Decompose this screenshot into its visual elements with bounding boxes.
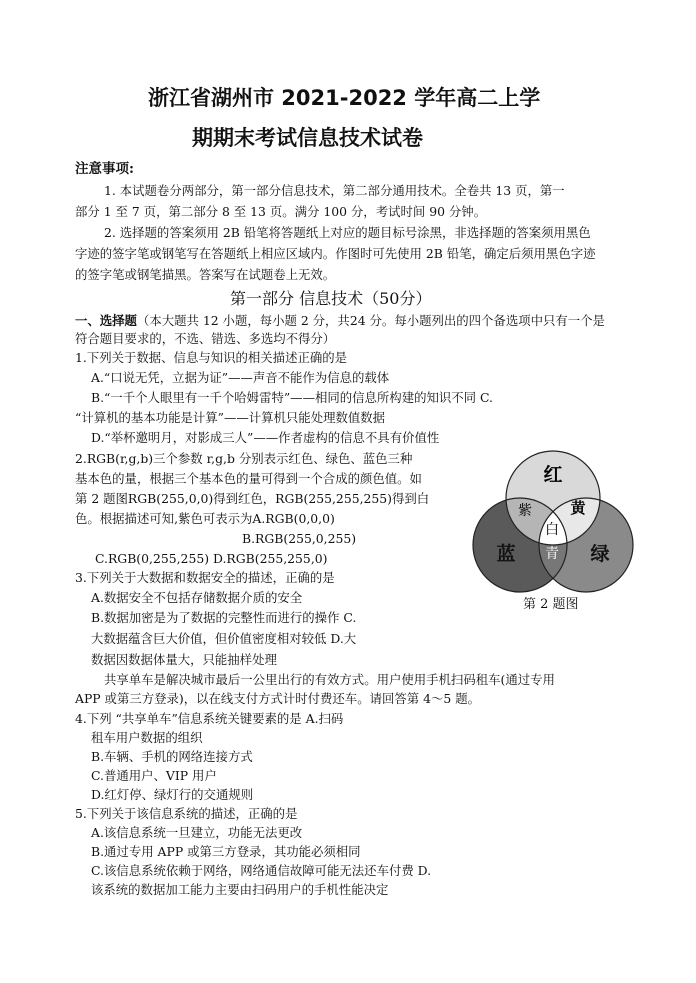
green-label: 绿 bbox=[590, 543, 610, 565]
rgb-venn-diagram bbox=[470, 446, 636, 596]
notice-heading: 注意事项: bbox=[75, 161, 134, 177]
section1-desc-line-2: 符合题目要求的，不选、错选、多选均不得分） bbox=[75, 331, 336, 346]
question-3-line: 数据因数据体量大，只能抽样处理 bbox=[91, 652, 277, 667]
part1-heading: 第一部分 信息技术（50分） bbox=[230, 289, 432, 308]
notice-line: 的签字笔或钢笔描黑。答案写在试题卷上无效。 bbox=[75, 267, 336, 282]
question-2-line: 第 2 题图RGB(255,0,0)得到红色，RGB(255,255,255)得到白 bbox=[75, 491, 430, 506]
notice-line: 2. 选择题的答案须用 2B 铅笔将答题纸上对应的题目标号涂黑，非选择题的答案须用黑色 bbox=[104, 225, 591, 240]
figure-caption: 第 2 题图 bbox=[523, 597, 579, 612]
notice-line: 部分 1 至 7 页，第二部分 8 至 13 页。满分 100 分，考试时间 90 分钟。 bbox=[75, 204, 487, 219]
cyan-label: 青 bbox=[545, 546, 559, 562]
notice-line: 字迹的签字笔或钢笔写在答题纸上相应区域内。作图时可先使用 2B 铅笔，确定后须用黑色字迹 bbox=[75, 246, 596, 261]
question-1-option: A.“口说无凭，立据为证”——声音不能作为信息的载体 bbox=[91, 370, 390, 385]
yellow-label: 黄 bbox=[570, 499, 586, 517]
question-5-line: C.该信息系统依赖于网络，网络通信故障可能无法还车付费 D. bbox=[91, 863, 432, 878]
question-2-line: 2.RGB(r,g,b)三个参数 r,g,b 分别表示红色、绿色、蓝色三种 bbox=[75, 451, 413, 466]
question-1-stem: 1.下列关于数据、信息与知识的相关描述正确的是 bbox=[75, 350, 348, 365]
white-label: 白 bbox=[545, 522, 559, 538]
purple-label: 紫 bbox=[518, 503, 532, 519]
question-2-line: 基本色的量，根据三个基本色的量可得到一个合成的颜色值。如 bbox=[75, 471, 422, 486]
red-label: 红 bbox=[543, 464, 563, 486]
question-4-line: B.车辆、手机的网络连接方式 bbox=[91, 749, 253, 764]
question-2-line: 色。根据描述可知,紫色可表示为A.RGB(0,0,0) bbox=[75, 511, 335, 526]
question-2-option-b: B.RGB(255,0,255) bbox=[242, 531, 357, 546]
notice-line: 1. 本试题卷分两部分，第一部分信息技术，第二部分通用技术。全卷共 13 页，第一 bbox=[104, 183, 565, 198]
question-5-line: 该系统的数据加工能力主要由扫码用户的手机性能决定 bbox=[91, 882, 389, 897]
passage-line-2: APP 或第三方登录)，以在线支付方式计时付费还车。请回答第 4～5 题。 bbox=[75, 691, 480, 706]
question-5-line: A.该信息系统一旦建立，功能无法更改 bbox=[91, 825, 303, 840]
question-1-option: D.“举杯邀明月，对影成三人”——作者虚构的信息不具有价值性 bbox=[91, 430, 440, 445]
question-4-line: C.普通用户、VIP 用户 bbox=[91, 768, 217, 783]
section1-desc: （本大题共 12 小题，每小题 2 分，共24 分。每小题列出的四个备选项中只有一个是 bbox=[136, 313, 605, 328]
section1-label: 一、选择题 bbox=[75, 313, 137, 328]
question-4-line: D.红灯停、绿灯行的交通规则 bbox=[91, 787, 254, 802]
title-line-1: 浙江省湖州市 2021-2022 学年高二上学 bbox=[148, 86, 541, 110]
section1-intro bbox=[75, 312, 605, 330]
question-5-stem: 5.下列关于该信息系统的描述，正确的是 bbox=[75, 806, 298, 821]
question-3-line: A.数据安全不包括存储数据介质的安全 bbox=[91, 590, 303, 605]
question-1-option: B.“一千个人眼里有一千个哈姆雷特”——相同的信息所构建的知识不同 C. bbox=[91, 390, 493, 405]
question-1-option: “计算机的基本功能是计算”——计算机只能处理数值数据 bbox=[75, 410, 386, 425]
question-4-stem: 4.下列 “共享单车”信息系统关键要素的是 A.扫码 bbox=[75, 711, 344, 726]
question-2-options-cd: C.RGB(0,255,255) D.RGB(255,255,0) bbox=[95, 551, 328, 566]
title-line-2: 期期末考试信息技术试卷 bbox=[192, 126, 423, 150]
passage-line-1: 共享单车是解决城市最后一公里出行的有效方式。用户使用手机扫码租车(通过专用 bbox=[104, 672, 555, 687]
question-5-line: B.通过专用 APP 或第三方登录，其功能必须相同 bbox=[91, 844, 361, 859]
question-4-line: 租车用户数据的组织 bbox=[91, 730, 203, 745]
question-3-stem: 3.下列关于大数据和数据安全的描述，正确的是 bbox=[75, 570, 335, 585]
question-3-line: 大数据蕴含巨大价值，但价值密度相对较低 D.大 bbox=[91, 631, 357, 646]
question-3-line: B.数据加密是为了数据的完整性而进行的操作 C. bbox=[91, 610, 357, 625]
blue-label: 蓝 bbox=[496, 543, 516, 565]
